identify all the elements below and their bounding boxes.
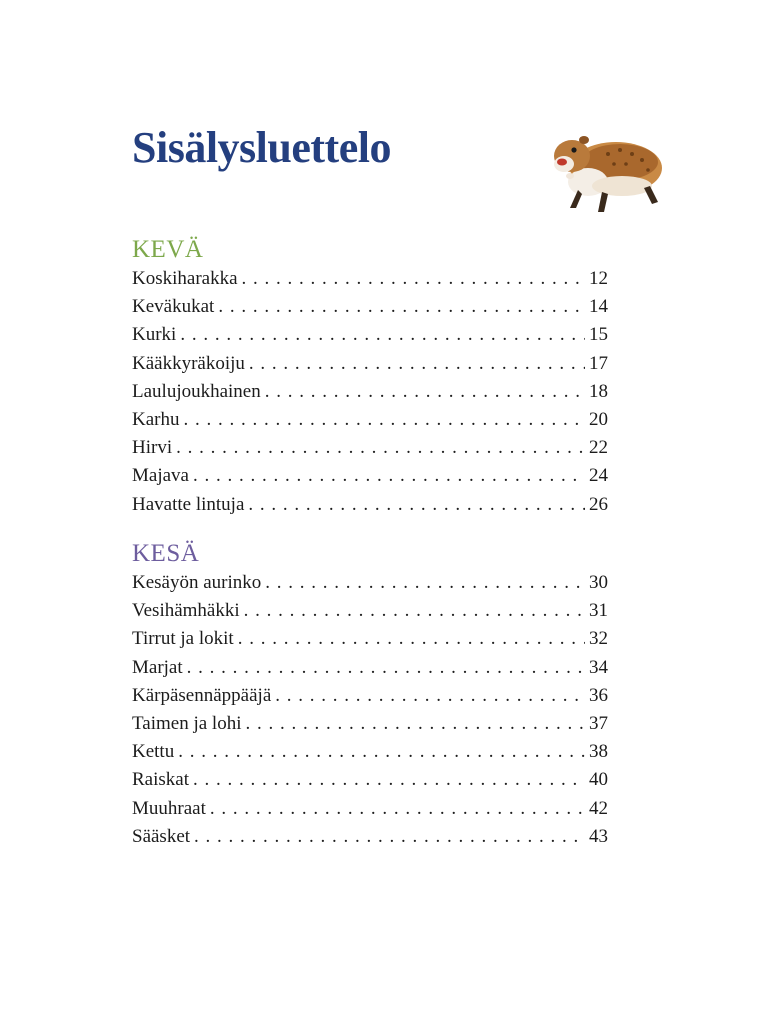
dot-leader — [176, 437, 585, 459]
toc-entry-page-number: 15 — [589, 324, 608, 346]
toc-entry-title: Kärpäsennäppääjä — [132, 684, 272, 706]
toc-entry-title: Kurki — [132, 324, 177, 346]
toc-entry-page-number: 20 — [589, 408, 608, 430]
dot-leader — [265, 572, 585, 594]
toc-entry-title: Raiskat — [132, 769, 189, 791]
toc-entry-title: Muuhraat — [132, 797, 206, 819]
dot-leader — [248, 494, 585, 516]
section-heading: KESÄ — [132, 540, 200, 567]
dot-leader — [244, 600, 585, 622]
toc-entry[interactable] — [132, 628, 608, 656]
dot-leader — [245, 713, 585, 735]
dot-leader — [218, 296, 585, 318]
toc-entry[interactable] — [132, 685, 608, 713]
toc-entry[interactable] — [132, 494, 608, 522]
toc-entry-title: Kettu — [132, 741, 175, 763]
toc-entry[interactable] — [132, 741, 608, 769]
toc-entry[interactable] — [132, 465, 608, 493]
dot-leader — [178, 741, 585, 763]
toc-entry[interactable] — [132, 600, 608, 628]
toc-entry-page-number: 42 — [589, 797, 608, 819]
hamster-illustration — [548, 128, 668, 216]
toc-entry[interactable] — [132, 713, 608, 741]
dot-leader — [275, 685, 585, 707]
dot-leader — [210, 798, 585, 820]
dot-leader — [238, 628, 585, 650]
dot-leader — [194, 826, 585, 848]
toc-entry-page-number: 40 — [589, 769, 608, 791]
toc-entry-page-number: 38 — [589, 741, 608, 763]
toc-entry-title: Tirrut ja lokit — [132, 628, 234, 650]
toc-entry-page-number: 43 — [589, 825, 608, 847]
toc-entry-title: Koskiharakka — [132, 268, 238, 289]
dot-leader — [265, 381, 585, 403]
toc-entry-title: Hirvi — [132, 437, 173, 459]
toc-entry-title: Havatte lintuja — [132, 493, 245, 515]
toc-entry-page-number: 24 — [589, 465, 608, 487]
toc-entry-page-number: 36 — [589, 684, 608, 706]
toc-entry-page-number: 17 — [589, 352, 608, 374]
toc-section-summer — [132, 536, 608, 854]
toc-entry[interactable] — [132, 798, 608, 826]
toc-entry[interactable] — [132, 572, 608, 600]
toc-entry-title: Laulujoukhainen — [132, 380, 261, 402]
toc-section-spring — [132, 232, 608, 522]
toc-entry-page-number: 26 — [589, 493, 608, 515]
dot-leader — [249, 353, 585, 375]
toc-entry-page-number: 32 — [589, 628, 608, 650]
dot-leader — [242, 268, 585, 290]
toc-entry-title: Majava — [132, 465, 189, 487]
toc-entry[interactable] — [132, 381, 608, 409]
dot-leader — [193, 769, 585, 791]
dot-leader — [183, 409, 585, 431]
dot-leader — [180, 324, 585, 346]
toc-entry[interactable] — [132, 296, 608, 324]
toc-entry-page-number: 18 — [589, 380, 608, 402]
toc-entry-page-number: 37 — [589, 712, 608, 734]
toc-entry-page-number: 14 — [589, 296, 608, 318]
toc-entry-page-number: 31 — [589, 600, 608, 622]
section-heading: KEVÄ — [132, 236, 204, 263]
toc-entry-title: Kesäyön aurinko — [132, 572, 262, 593]
toc-entry[interactable] — [132, 826, 608, 854]
toc-entry-title: Keväkukat — [132, 296, 215, 318]
toc-entry-title: Taimen ja lohi — [132, 712, 242, 734]
toc-entry[interactable] — [132, 437, 608, 465]
toc-entry-title: Marjat — [132, 656, 183, 678]
dot-leader — [187, 657, 585, 679]
toc-entry[interactable] — [132, 409, 608, 437]
toc-entry[interactable] — [132, 268, 608, 296]
toc-entry-title: Vesihämhäkki — [132, 600, 240, 622]
toc-entry-page-number: 30 — [589, 572, 608, 593]
toc-entry-page-number: 34 — [589, 656, 608, 678]
toc-entry[interactable] — [132, 657, 608, 685]
page-title: Sisälysluettelo — [132, 123, 391, 172]
toc-entry-title: Kääkkyräkoiju — [132, 352, 245, 374]
toc-entry[interactable] — [132, 769, 608, 797]
toc-entry-page-number: 22 — [589, 437, 608, 459]
toc-entry[interactable] — [132, 353, 608, 381]
toc-entry[interactable] — [132, 324, 608, 352]
toc-entry-page-number: 12 — [589, 268, 608, 289]
toc-entry-title: Sääsket — [132, 825, 191, 847]
toc-entry-title: Karhu — [132, 408, 180, 430]
dot-leader — [193, 465, 585, 487]
